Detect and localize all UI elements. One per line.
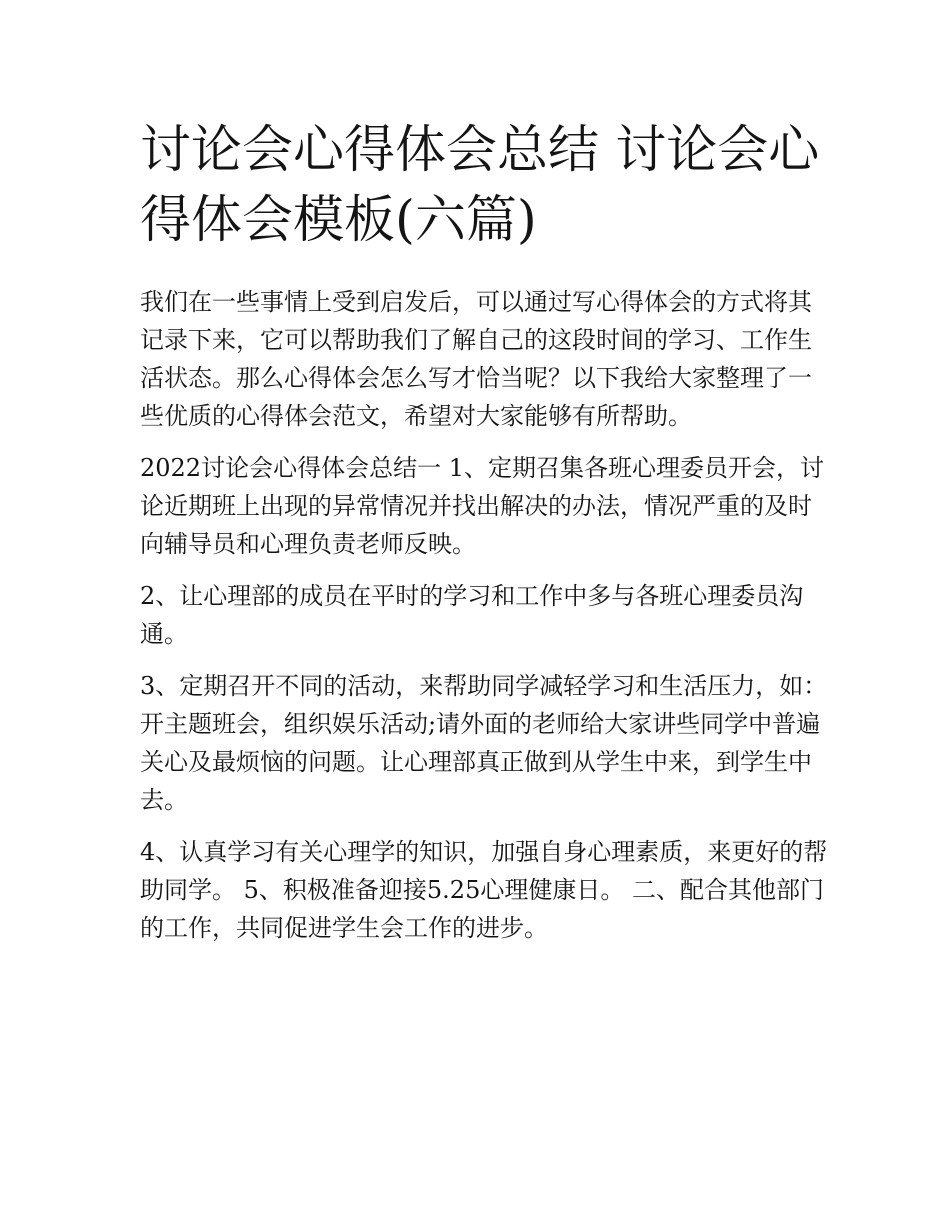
- item-2-paragraph: 2、让心理部的成员在平时的学习和工作中多与各班心理委员沟通。: [140, 582, 804, 648]
- document-title: 讨论会心得体会总结 讨论会心得体会模板(六篇): [140, 121, 820, 250]
- item-1-paragraph: 2022讨论会心得体会总结一 1、定期召集各班心理委员开会，讨论近期班上出现的异常情况并找出解决的办法，情况严重的及时向辅导员和心理负责老师反映。: [140, 454, 824, 558]
- item-4-paragraph: 4、认真学习有关心理学的知识，加强自身心理素质，来更好的帮助同学。 5、积极准备迎接5.25心理健康日。 二、配合其他部门的工作，共同促进学生会工作的进步。: [140, 838, 828, 942]
- item-3-paragraph: 3、定期召开不同的活动，来帮助同学减轻学习和生活压力，如：开主题班会，组织娱乐活动;请外面的老师给大家讲些同学中普遍关心及最烦恼的问题。让心理部真正做到从学生中来，到学生中去。: [140, 672, 828, 814]
- intro-paragraph: 我们在一些事情上受到启发后，可以通过写心得体会的方式将其记录下来，它可以帮助我们了解自己的这段时间的学习、工作生活状态。那么心得体会怎么写才恰当呢？以下我给大家整理了一些优质的心得体会范文，希望对大家能够有所帮助。: [140, 288, 812, 430]
- document-body: [140, 283, 830, 961]
